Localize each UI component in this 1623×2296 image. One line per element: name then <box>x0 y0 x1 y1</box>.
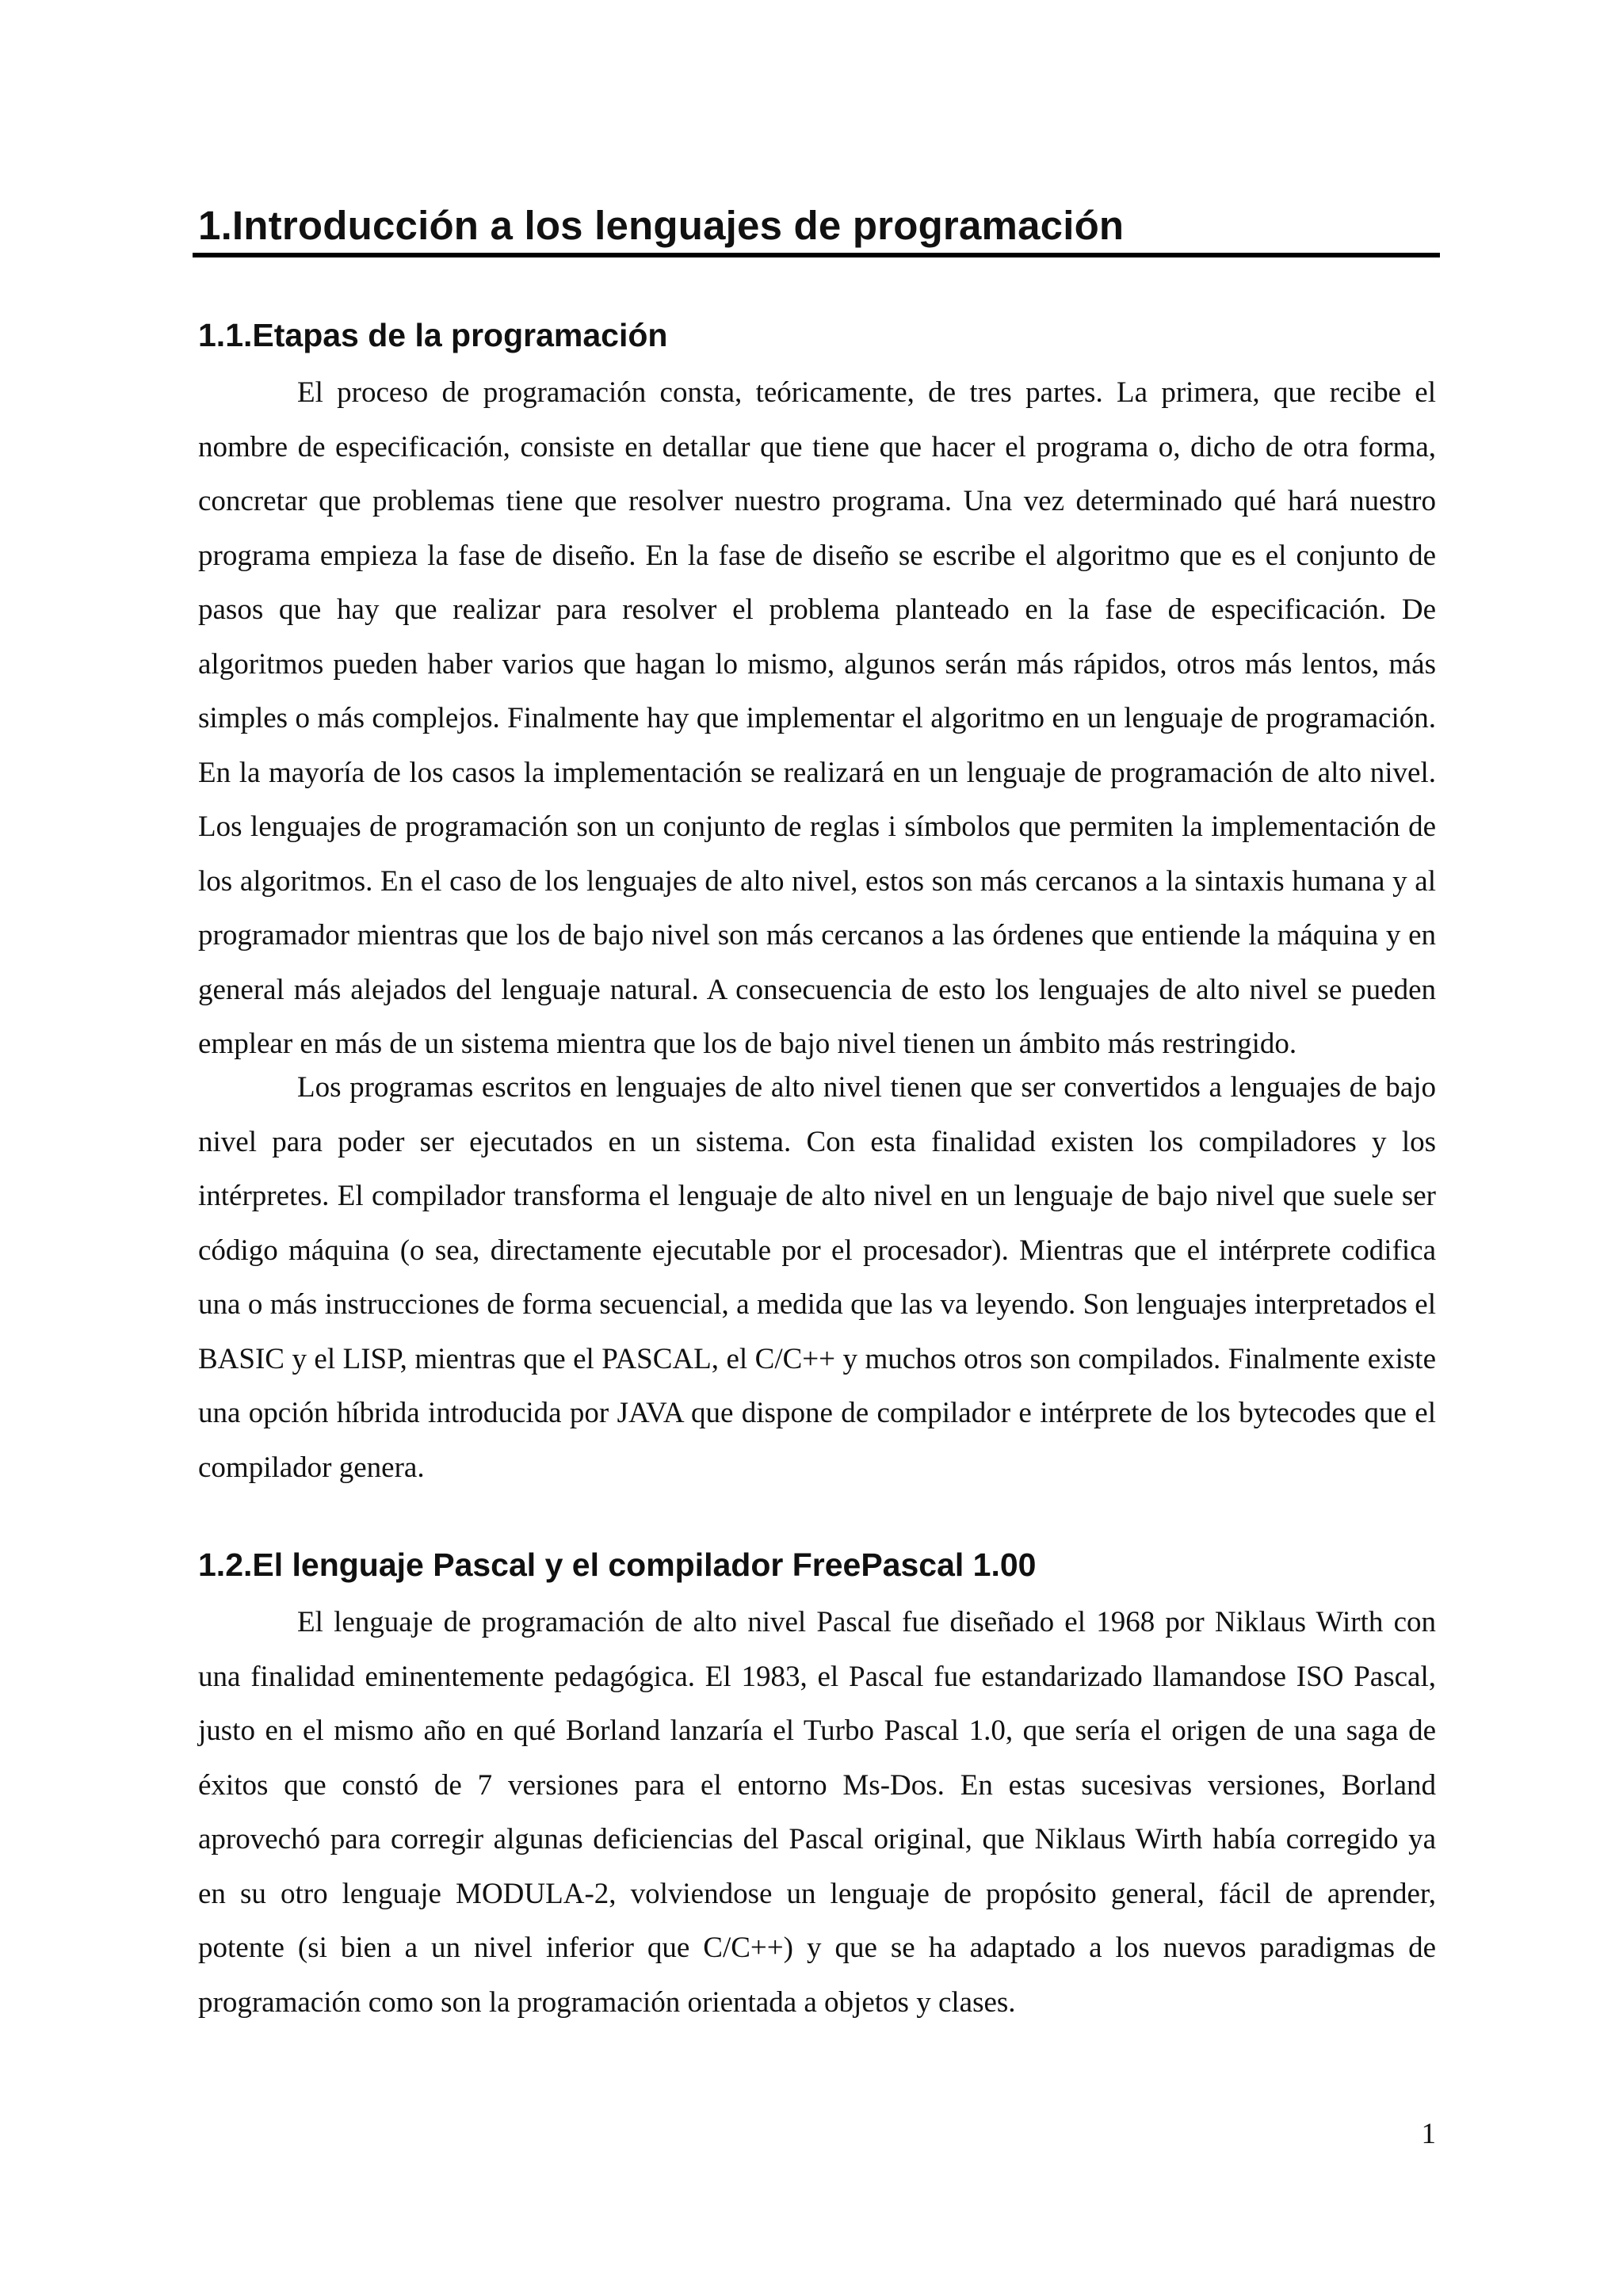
chapter-title: 1.Introducción a los lenguajes de programación <box>198 203 1125 248</box>
section-1-2-paragraph-1: El lenguaje de programación de alto nivel Pascal fue diseñado el 1968 por Niklaus Wirth con una finalidad eminentemente pedagógica. El 1983, el Pascal fue estandarizado llamandose ISO Pascal, justo en el mismo año en qué Borland lanzaría el Turbo Pascal 1.0, que sería el origen de una saga de éxitos que constó de 7 versiones para el entorno Ms-Dos. En estas sucesivas versiones, Borland aprovechó para corregir algunas deficiencias del Pascal original, que Niklaus Wirth había corregido ya en su otro lenguaje MODULA-2, volviendose un lenguaje de propósito general, fácil de aprender, potente (si bien a un nivel inferior que C/C++) y que se ha adaptado a los nuevos paradigmas de programación como son la programación orientada a objetos y clases. <box>198 1606 1436 2019</box>
section-heading-1-1: 1.1.Etapas de la programación <box>198 317 668 353</box>
section-1-1-paragraph-2: Los programas escritos en lenguajes de alto nivel tienen que ser convertidos a lenguajes de bajo nivel para poder ser ejecutados en un sistema. Con esta finalidad existen los compiladores y los intérpretes. El compilador transforma el lenguaje de alto nivel en un lenguaje de bajo nivel que suele ser código máquina (o sea, directamente ejecutable por el procesador). Mientras que el intérprete codifica una o más instrucciones de forma secuencial, a medida que las va leyendo. Son lenguajes interpretados el BASIC y el LISP, mientras que el PASCAL, el C/C++ y muchos otros son compilados. Finalmente existe una opción híbrida introducida por JAVA que dispone de compilador e intérprete de los bytecodes que el compilador genera. <box>198 1071 1436 1484</box>
chapter-title-underline <box>193 253 1440 257</box>
section-1-1-paragraph-1: El proceso de programación consta, teóricamente, de tres partes. La primera, que recibe el nombre de especificación, consiste en detallar que tiene que hacer el programa o, dicho de otra forma, concretar que problemas tiene que resolver nuestro programa. Una vez determinado qué hará nuestro programa empieza la fase de diseño. En la fase de diseño se escribe el algoritmo que es el conjunto de pasos que hay que realizar para resolver el problema planteado en la fase de especificación. De algoritmos pueden haber varios que hagan lo mismo, algunos serán más rápidos, otros más lentos, más simples o más complejos. Finalmente hay que implementar el algoritmo en un lenguaje de programación. En la mayoría de los casos la implementación se realizará en un lenguaje de programación de alto nivel. Los lenguajes de programación son un conjunto de reglas i símbolos que permiten la implementación de los algoritmos. En el caso de los lenguajes de alto nivel, estos son más cercanos a la sintaxis humana y al programador mientras que los de bajo nivel son más cercanos a las órdenes que entiende la máquina y en general más alejados del lenguaje natural. A consecuencia de esto los lenguajes de alto nivel se pueden emplear en más de un sistema mientra que los de bajo nivel tienen un ámbito más restringido. <box>198 376 1436 1060</box>
section-heading-1-2: 1.2.El lenguaje Pascal y el compilador FreePascal 1.00 <box>198 1547 1037 1583</box>
page-number: 1 <box>1421 2118 1436 2150</box>
